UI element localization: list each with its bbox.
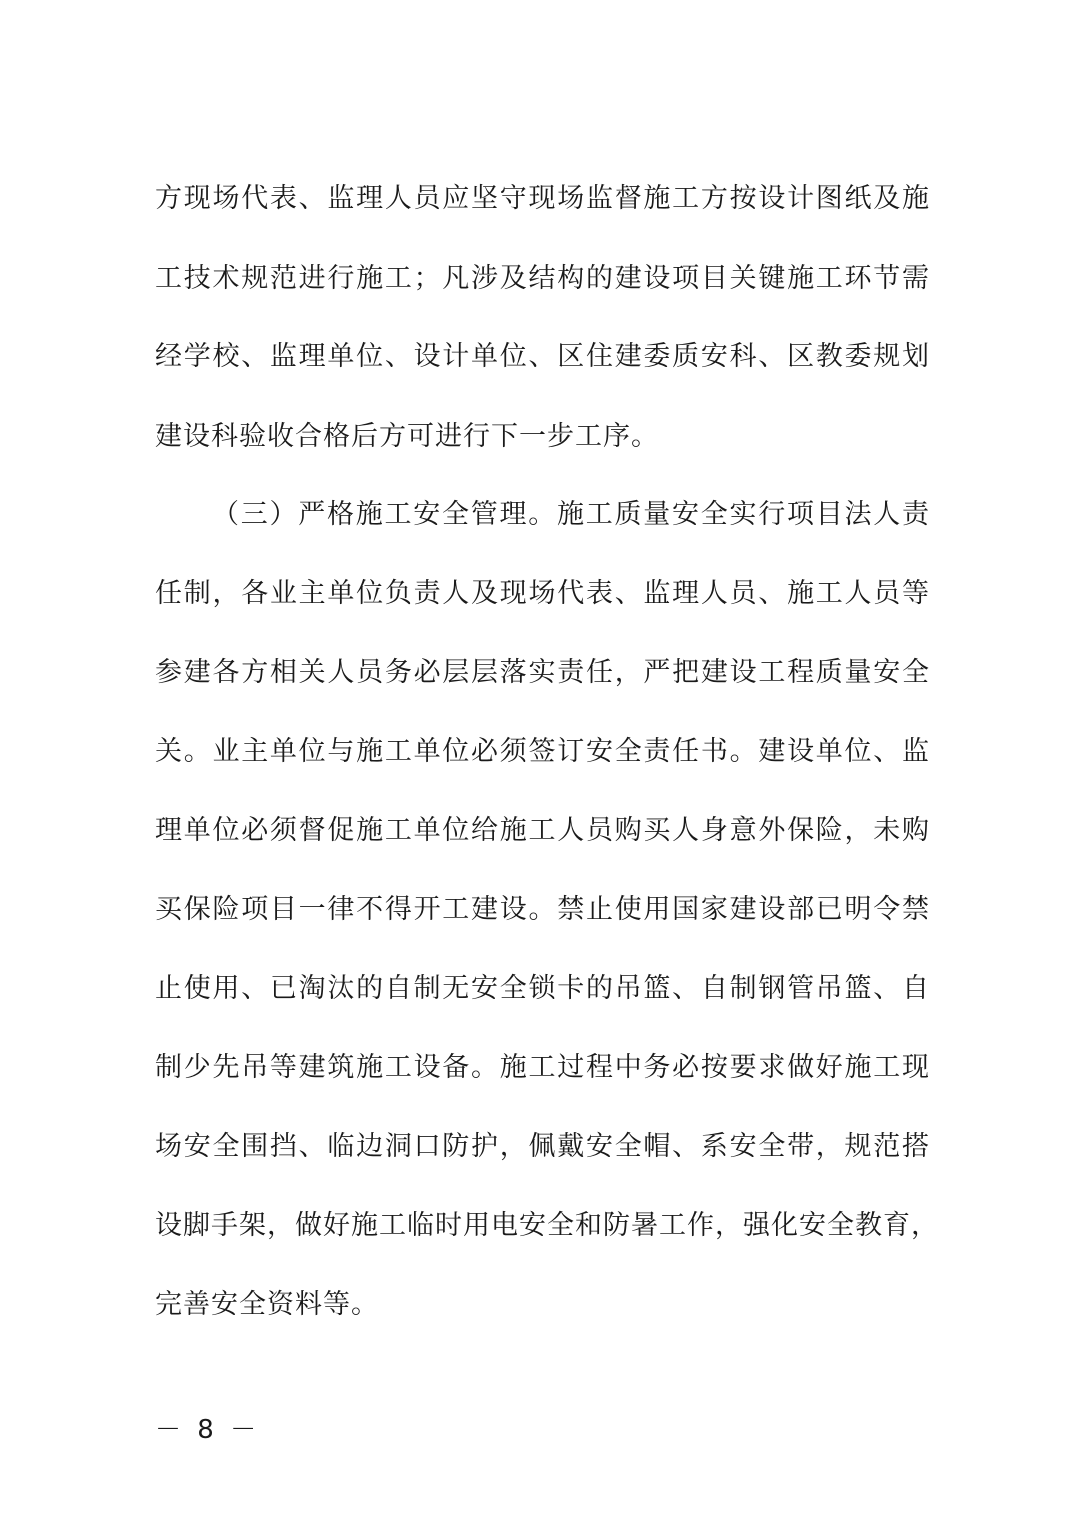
paragraph-2-line-2: 任制，各业主单位负责人及现场代表、监理人员、施工人员等 [155,578,930,609]
page-number: － 8 － [155,1415,261,1445]
paragraph-2-line-10: 设脚手架，做好施工临时用电安全和防暑工作，强化安全教育， [155,1210,939,1241]
paragraph-1-line-1: 方现场代表、监理人员应坚守现场监督施工方按设计图纸及施 [155,183,930,214]
paragraph-2-line-1: （三）严格施工安全管理。施工质量安全实行项目法人责 [212,499,930,530]
paragraph-2-line-11: 完善安全资料等。 [155,1289,379,1320]
paragraph-2-line-4: 关。业主单位与施工单位必须签订安全责任书。建设单位、监 [155,736,930,767]
paragraph-2-line-9: 场安全围挡、临边洞口防护，佩戴安全帽、系安全带，规范搭 [155,1131,930,1162]
paragraph-2-line-8: 制少先吊等建筑施工设备。施工过程中务必按要求做好施工现 [155,1052,930,1083]
paragraph-2-line-5: 理单位必须督促施工单位给施工人员购买人身意外保险，未购 [155,815,930,846]
paragraph-2-line-6: 买保险项目一律不得开工建设。禁止使用国家建设部已明令禁 [155,894,930,925]
paragraph-1-line-4: 建设科验收合格后方可进行下一步工序。 [155,421,659,452]
paragraph-2-line-3: 参建各方相关人员务必层层落实责任，严把建设工程质量安全 [155,657,930,688]
paragraph-1-line-2: 工技术规范进行施工；凡涉及结构的建设项目关键施工环节需 [155,263,930,294]
paragraph-1-line-3: 经学校、监理单位、设计单位、区住建委质安科、区教委规划 [155,341,930,372]
paragraph-2-line-7: 止使用、已淘汰的自制无安全锁卡的吊篮、自制钢管吊篮、自 [155,973,930,1004]
